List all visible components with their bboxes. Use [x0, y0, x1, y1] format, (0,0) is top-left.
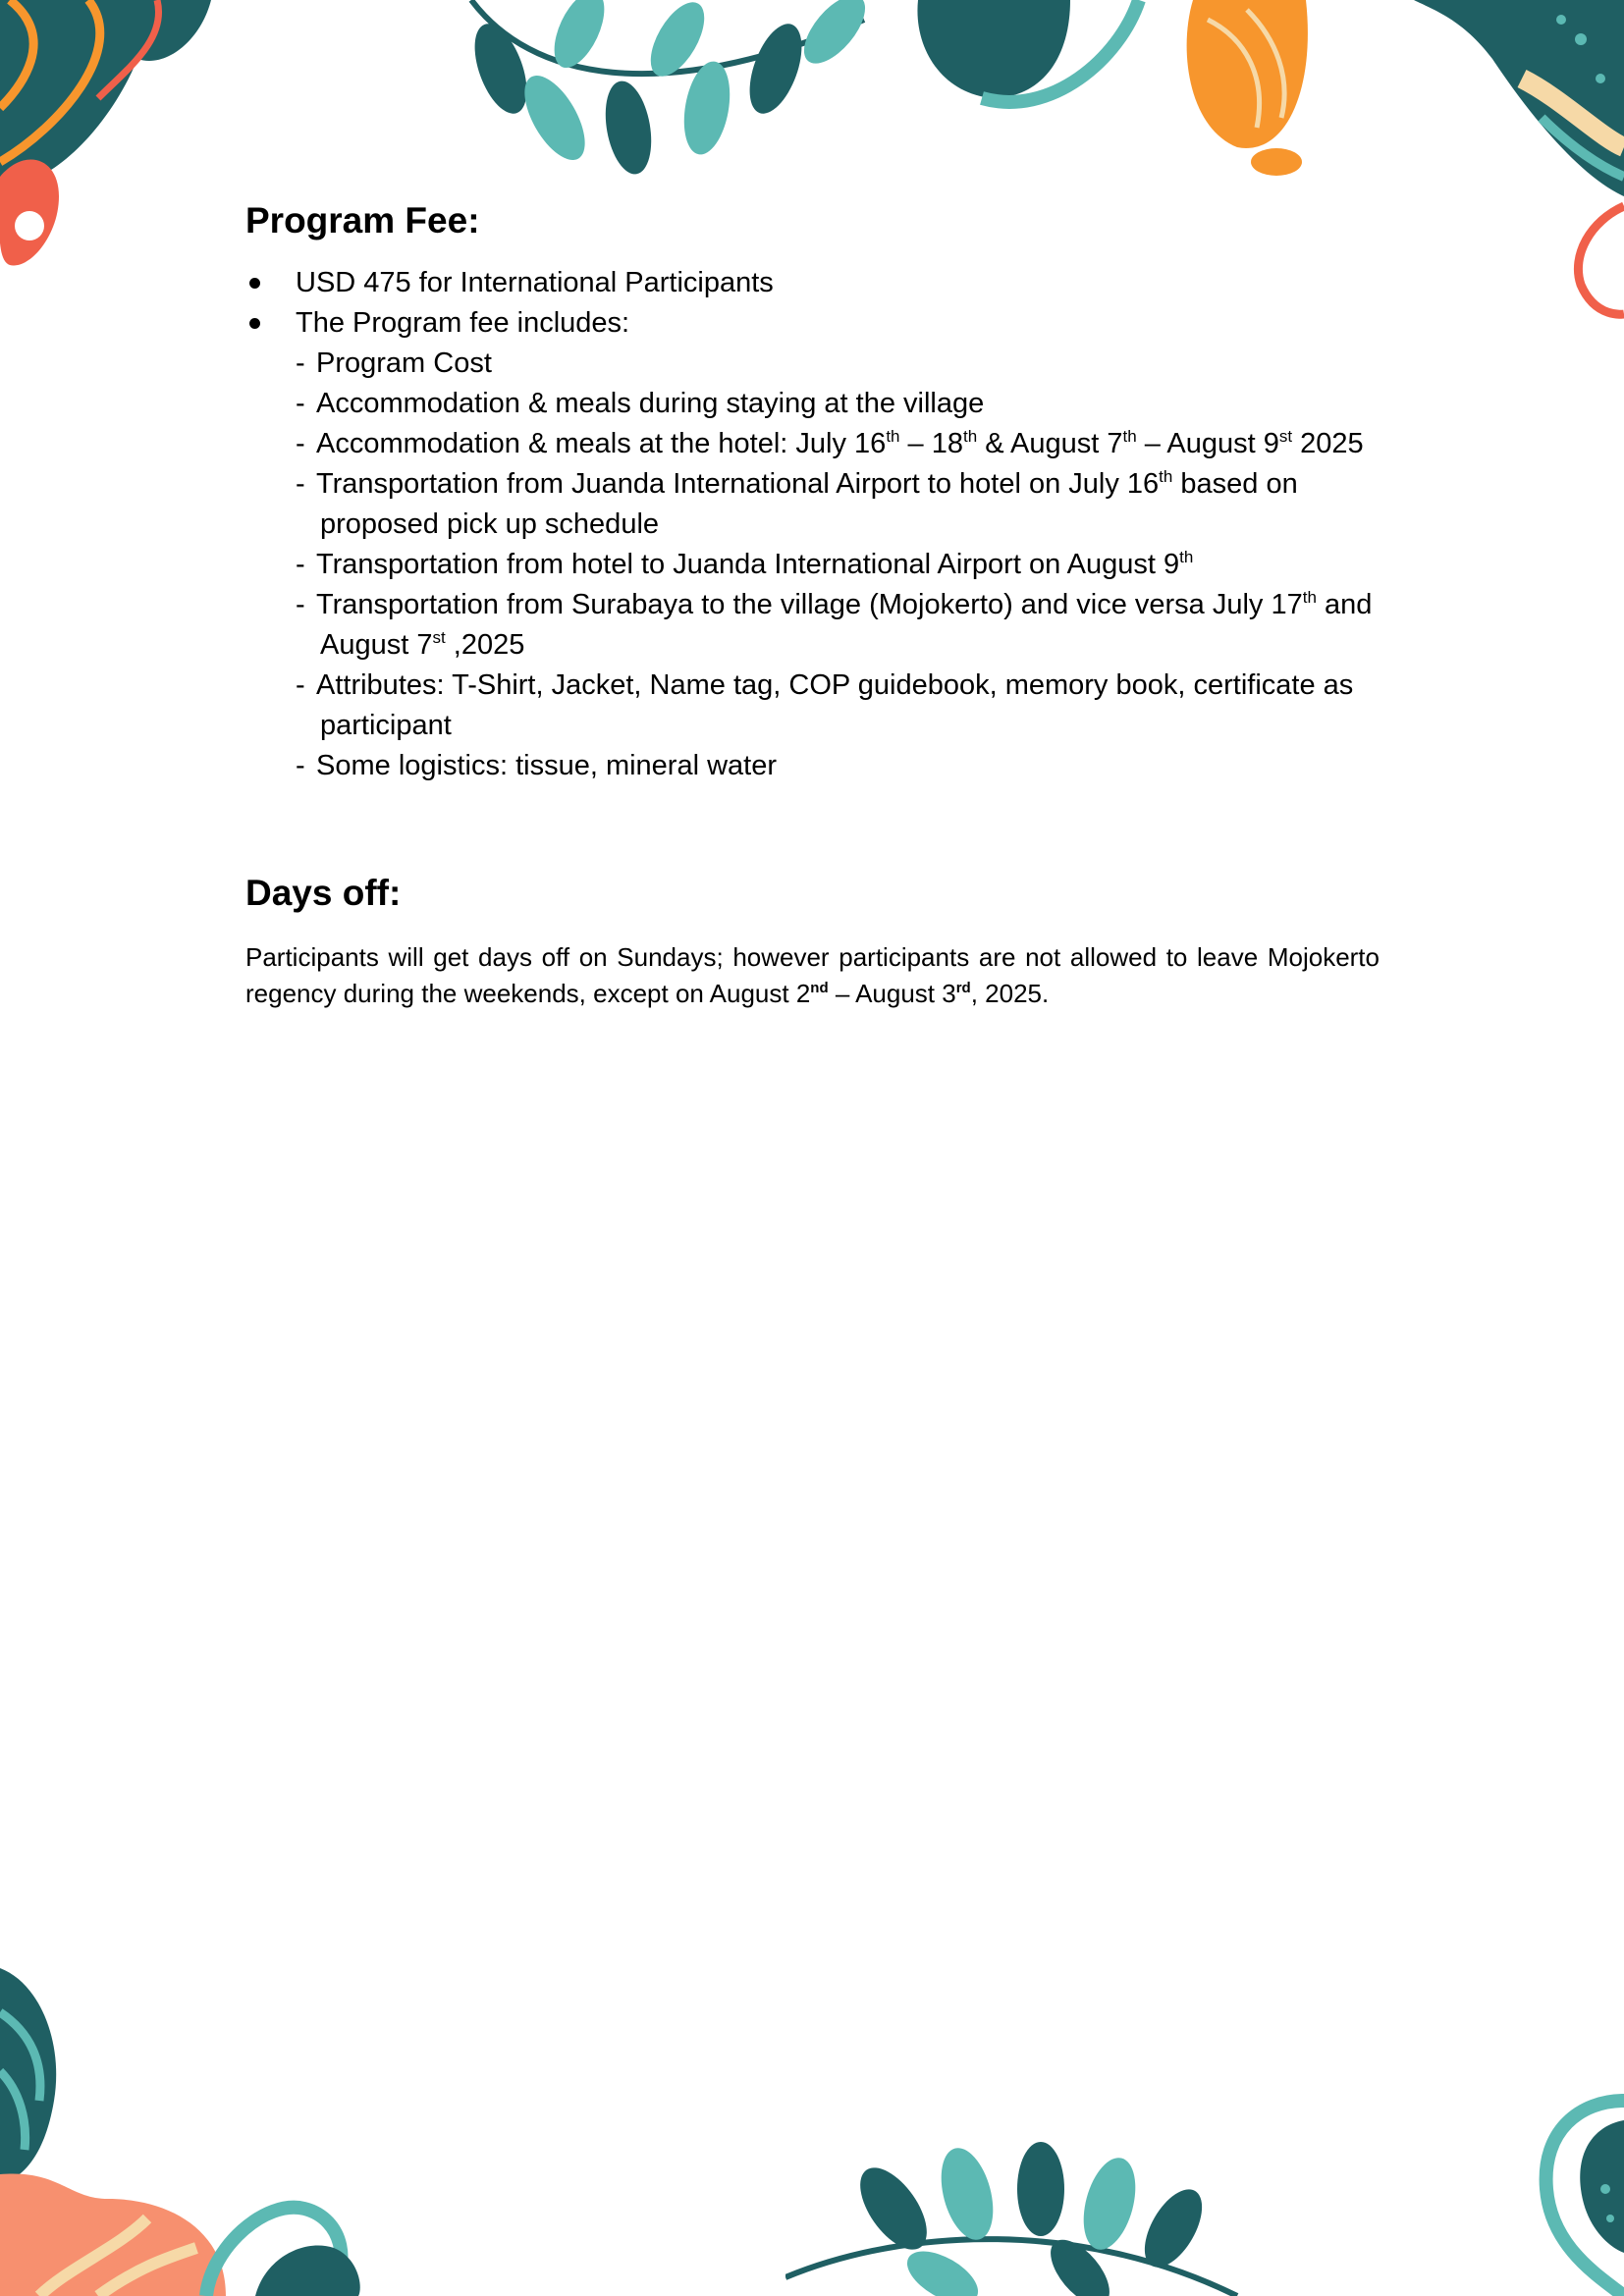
dash-bullet-icon: -	[296, 347, 305, 379]
item-text: Some logistics: tissue, mineral water	[316, 750, 777, 781]
top-left-decoration	[0, 0, 226, 275]
item-text: – August 9	[1136, 428, 1279, 459]
list-item	[245, 746, 1380, 786]
bullet-item	[245, 263, 1380, 303]
bottom-left-decoration	[0, 1953, 412, 2296]
item-text: Accommodation & meals during staying at the village	[316, 388, 985, 419]
dash-bullet-icon: -	[296, 388, 305, 419]
top-right-decoration	[1404, 0, 1624, 334]
bullet-item	[245, 303, 1380, 344]
item-text: – 18	[899, 428, 963, 459]
fee-includes-list	[245, 344, 1380, 786]
dash-bullet-icon: -	[296, 669, 305, 701]
program-fee-bullet-list	[245, 263, 1380, 344]
item-text: and August 7	[320, 589, 1373, 661]
ordinal-suffix: th	[1159, 467, 1173, 486]
paragraph-text: Participants will get days off on Sundays; however participants are not allowed to leave Mojokerto regency during the weekends, except on August 2	[245, 942, 1380, 1008]
item-text: Attributes: T-Shirt, Jacket, Name tag, COP guidebook, memory book, certificate as participant	[316, 669, 1354, 741]
item-text: Transportation from hotel to Juanda International Airport on August 9	[316, 549, 1180, 580]
top-center-right-decoration	[913, 0, 1375, 196]
dash-bullet-icon: -	[296, 549, 305, 580]
fee-amount-text: USD 475 for International Participants	[296, 267, 774, 298]
list-item	[245, 585, 1380, 666]
list-item	[245, 545, 1380, 585]
item-text: based on proposed pick up schedule	[320, 468, 1298, 540]
item-text: ,2025	[445, 629, 525, 661]
ordinal-suffix: th	[963, 427, 978, 446]
ordinal-suffix: nd	[810, 980, 829, 996]
item-text: Transportation from Juanda International Airport to hotel on July 16	[316, 468, 1160, 500]
dash-bullet-icon: -	[296, 750, 305, 781]
bottom-right-decoration	[1522, 2081, 1624, 2296]
list-item	[245, 344, 1380, 384]
list-item	[245, 666, 1380, 746]
top-leaf-branch-decoration	[383, 0, 893, 182]
days-off-paragraph	[245, 939, 1380, 1012]
item-text: Transportation from Surabaya to the village (Mojokerto) and vice versa July 17	[316, 589, 1303, 620]
program-fee-section	[245, 196, 1380, 786]
days-off-section	[245, 869, 1380, 1012]
item-text: 2025	[1292, 428, 1364, 459]
dash-bullet-icon: -	[296, 589, 305, 620]
ordinal-suffix: th	[1179, 548, 1194, 566]
bottom-leaf-branch-decoration	[785, 2140, 1247, 2296]
days-off-heading: Days off:	[245, 873, 402, 913]
dash-bullet-icon: -	[296, 428, 305, 459]
fee-includes-text: The Program fee includes:	[296, 307, 630, 339]
item-text: Program Cost	[316, 347, 492, 379]
list-item	[245, 384, 1380, 424]
bullet-dot-icon	[249, 318, 260, 329]
dash-bullet-icon: -	[296, 468, 305, 500]
item-text: Accommodation & meals at the hotel: July 16	[316, 428, 887, 459]
bullet-dot-icon	[249, 278, 260, 289]
program-fee-heading: Program Fee:	[245, 200, 480, 240]
list-item	[245, 424, 1380, 464]
item-text: & August 7	[977, 428, 1123, 459]
ordinal-suffix: rd	[955, 980, 971, 996]
document-body	[245, 196, 1380, 1012]
ordinal-suffix: th	[886, 427, 900, 446]
ordinal-suffix: th	[1302, 588, 1317, 607]
ordinal-suffix: th	[1122, 427, 1137, 446]
paragraph-text: – August 3	[828, 979, 956, 1008]
ordinal-suffix: st	[1278, 427, 1293, 446]
ordinal-suffix: st	[432, 628, 446, 647]
list-item	[245, 464, 1380, 545]
paragraph-text: , 2025.	[970, 979, 1050, 1008]
